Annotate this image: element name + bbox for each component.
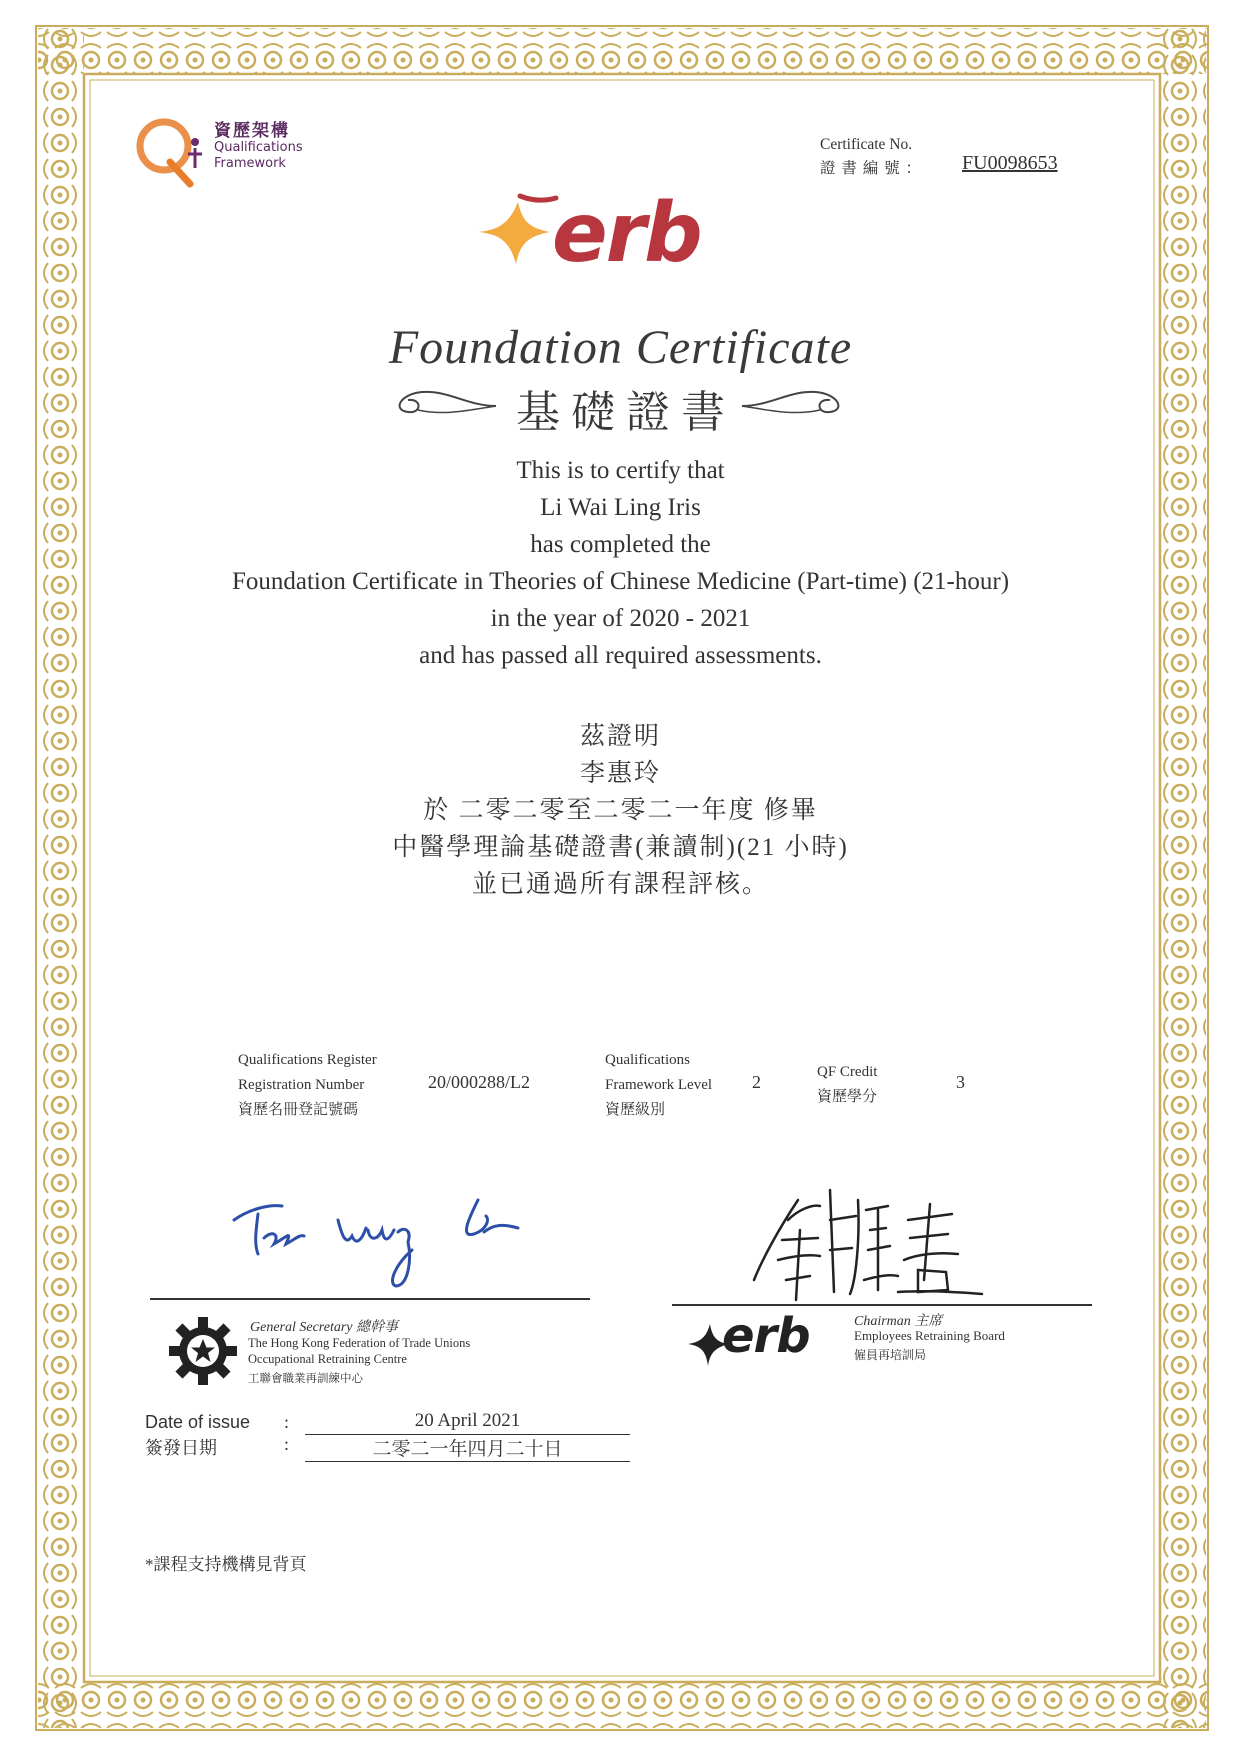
right-signature-line [672, 1304, 1092, 1306]
right-signatory-title: Chairman 主席 [854, 1314, 943, 1329]
reg-label-1: Qualifications Register [238, 1052, 377, 1068]
right-flourish-icon [740, 384, 860, 420]
reg-label-zh: 資歷名冊登記號碼 [238, 1102, 359, 1118]
issue-date-line-2 [305, 1461, 630, 1462]
left-flourish-icon [378, 384, 498, 420]
level-label-zh: 資歷級別 [605, 1102, 666, 1118]
certify-line-zh: 茲證明 [579, 723, 661, 750]
year-line-zh: 於 二零二零至二零二一年度 修畢 [423, 797, 818, 824]
credit-label-zh: 資歷學分 [817, 1089, 878, 1105]
left-signature-line [150, 1298, 590, 1300]
issue-colon-1: : [284, 1412, 290, 1432]
reg-value: 20/000288/L2 [428, 1072, 530, 1092]
course-name-zh: 中醫學理論基礎證書(兼讀制)(21 小時) [392, 834, 849, 861]
level-value: 2 [752, 1072, 761, 1092]
year-line-en: in the year of 2020 - 2021 [490, 605, 751, 632]
issue-date-en: 20 April 2021 [414, 1410, 521, 1431]
level-label-1: Qualifications [605, 1052, 690, 1068]
details-credit [817, 1060, 877, 1110]
qf-logo-zh: 資歷架構 [214, 121, 290, 141]
certificate-no-value: FU0098653 [962, 152, 1058, 174]
reg-label-2: Registration Number [238, 1077, 365, 1093]
issue-label-zh: 簽發日期 [145, 1438, 217, 1458]
credit-label: QF Credit [817, 1064, 878, 1080]
recipient-name-zh: 李惠玲 [579, 760, 661, 787]
erb-logo-text: erb [552, 186, 701, 281]
left-signatory-title: General Secretary 總幹事 [250, 1320, 398, 1335]
title-zh: 基 礎 證 書 [516, 388, 725, 437]
left-signature [228, 1190, 548, 1300]
certify-line: This is to certify that [516, 457, 725, 484]
right-signature [748, 1180, 988, 1310]
level-label-2: Framework Level [605, 1077, 713, 1093]
qf-q-icon [130, 112, 210, 192]
right-signatory-org-zh: 僱員再培訓局 [854, 1348, 927, 1362]
qf-logo [130, 112, 310, 192]
right-signatory-org: Employees Retraining Board [854, 1328, 1005, 1343]
certificate-no-label-zh: 證 書 編 號 ： [820, 160, 923, 177]
certificate-no-label-en: Certificate No. [820, 136, 913, 153]
left-signatory-org-2: Occupational Retraining Centre [248, 1352, 407, 1366]
completed-line: has completed the [530, 531, 711, 558]
title-en: Foundation Certificate [388, 321, 853, 374]
erb-logo-small [686, 1308, 856, 1376]
left-signatory-org-zh: 工聯會職業再訓練中心 [248, 1373, 363, 1385]
assessment-line-en: and has passed all required assessments. [419, 642, 822, 669]
course-name-en: Foundation Certificate in Theories of Chinese Medicine (Part-time) (21-hour) [231, 568, 1010, 595]
ftu-gear-icon [168, 1316, 238, 1386]
qf-logo-en-1: Qualifications [214, 140, 303, 155]
assessment-line-zh: 並已通過所有課程評核。 [471, 871, 769, 898]
details-registration [238, 1048, 377, 1123]
recipient-name-en: Li Wai Ling Iris [540, 494, 701, 521]
issue-colon-2: : [284, 1434, 290, 1454]
erb-logo-small-text: erb [722, 1308, 810, 1364]
footnote: *課程支持機構見背頁 [145, 1555, 307, 1574]
qf-logo-en-2: Framework [214, 156, 286, 171]
left-signatory-org-1: The Hong Kong Federation of Trade Unions [248, 1336, 471, 1350]
issue-date-zh: 二零二一年四月二十日 [372, 1439, 563, 1460]
details-level [605, 1048, 712, 1123]
issue-label-en: Date of issue [145, 1412, 251, 1432]
erb-star-icon [470, 192, 560, 272]
erb-logo [470, 186, 770, 282]
credit-value: 3 [956, 1072, 965, 1092]
